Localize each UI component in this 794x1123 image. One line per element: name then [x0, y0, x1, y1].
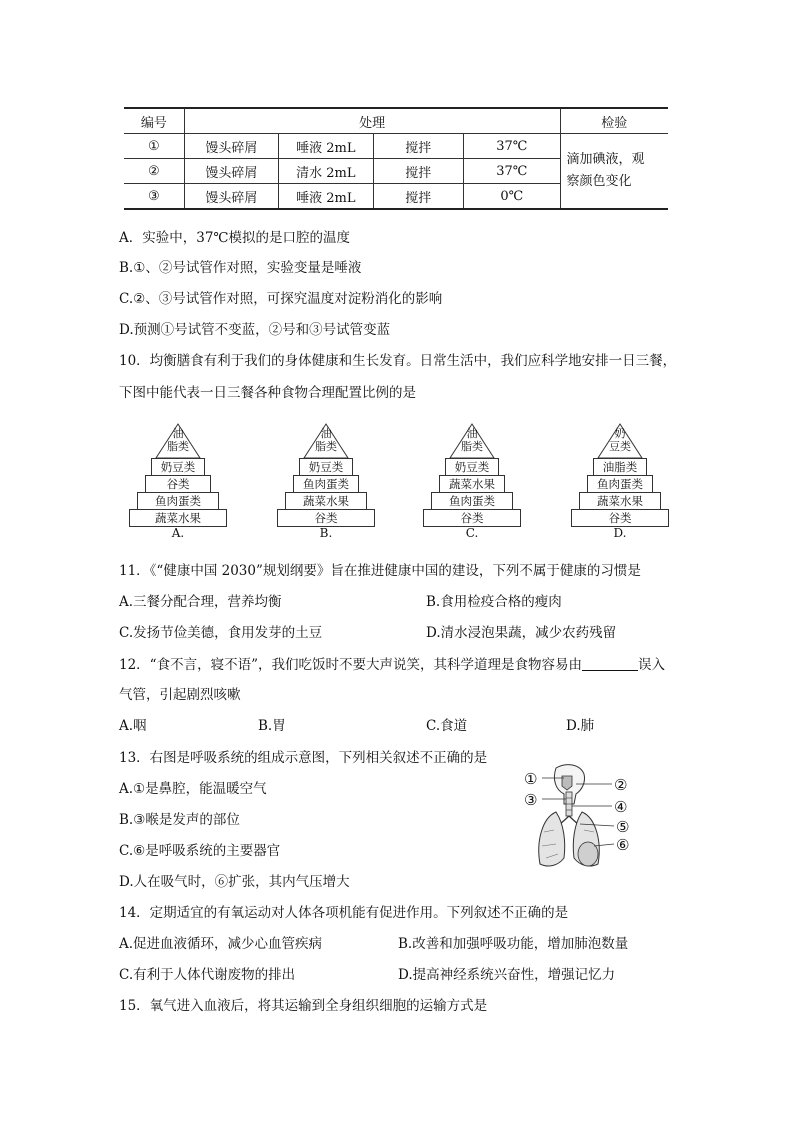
table-row: ② 馒头碎屑 清水 2mL 搅拌 37℃	[124, 159, 668, 184]
pyramid-level: 谷类	[277, 509, 375, 527]
pyramid-level: 蔬菜水果	[579, 492, 661, 510]
q10-stem-line1: 10．均衡膳食有利于我们的身体健康和生长发育。日常生活中，我们应科学地安排一日三餐，	[119, 353, 677, 369]
pyramid-b: 油 脂类 奶豆类 鱼肉蛋类 蔬菜水果 谷类 B.	[276, 423, 376, 543]
q9-option-d: D.预测①号试管不变蓝，②号和③号试管变蓝	[119, 322, 391, 338]
q9-option-a: A．实验中，37℃模拟的是口腔的温度	[119, 230, 351, 246]
pyramid-level: 奶豆类	[299, 458, 353, 476]
header-check: 检验	[560, 108, 668, 134]
diagram-label-2: ②	[614, 776, 628, 794]
q14-option-d: D.提高神经系统兴奋性，增强记忆力	[398, 967, 616, 983]
pyramid-level: 鱼肉蛋类	[293, 475, 359, 493]
pyramid-level: 谷类	[145, 475, 211, 493]
q11-stem: 11．《“健康中国 2030”规划纲要》旨在推进健康中国的建设，下列不属于健康的习惯是	[119, 563, 641, 579]
pyramid-label: A.	[171, 526, 185, 540]
q11-option-b: B.食用检疫合格的瘦肉	[426, 594, 562, 610]
q9-option-c: C.②、③号试管作对照，可探究温度对淀粉消化的影响	[119, 291, 443, 307]
q12-option-b: B.胃	[258, 718, 286, 734]
pyramid-label: D.	[613, 526, 627, 540]
pyramid-level: 奶豆类	[151, 458, 205, 476]
q14-option-a: A.促进血液循环，减少心血管疾病	[119, 936, 323, 952]
q12-stem-line2: 气管，引起剧烈咳嗽	[119, 687, 241, 703]
pyramid-level: 谷类	[571, 509, 669, 527]
q15-stem: 15．氧气进入血液后，将其运输到全身组织细胞的运输方式是	[119, 998, 488, 1014]
q9-option-b: B.①、②号试管作对照，实验变量是唾液	[119, 260, 362, 276]
q13-option-c: C.⑥是呼吸系统的主要器官	[119, 843, 281, 859]
pyramid-level: 蔬菜水果	[129, 509, 227, 527]
q13-option-b: B.③喉是发声的部位	[119, 812, 240, 828]
q10-stem-line2: 下图中能代表一日三餐各种食物合理配置比例的是	[119, 385, 416, 401]
pyramid-level: 蔬菜水果	[439, 475, 505, 493]
diagram-label-5: ⑤	[616, 818, 630, 836]
q14-option-b: B.改善和加强呼吸功能，增加肺泡数量	[398, 936, 629, 952]
experiment-table	[124, 107, 668, 210]
pyramid-label: B.	[319, 526, 333, 540]
table-row: ① 馒头碎屑 唾液 2mL 搅拌 37℃ 滴加碘液，观 察颜色变化	[124, 134, 668, 159]
check-cell: 滴加碘液，观 察颜色变化	[560, 134, 668, 210]
respiratory-system-diagram	[520, 762, 660, 874]
diagram-label-1: ①	[524, 770, 538, 788]
pyramid-level: 谷类	[423, 509, 521, 527]
q12-option-c: C.食道	[426, 718, 468, 734]
q12-option-a: A.咽	[119, 718, 147, 734]
diagram-label-3: ③	[524, 791, 538, 809]
q14-stem: 14．定期适宜的有氧运动对人体各项机能有促进作用。下列叙述不正确的是	[119, 905, 569, 921]
pyramid-level: 鱼肉蛋类	[137, 492, 219, 510]
pyramid-a: 油 脂类 奶豆类 谷类 鱼肉蛋类 蔬菜水果 A.	[128, 423, 228, 543]
header-num: 编号	[124, 108, 184, 134]
diagram-label-4: ④	[614, 798, 628, 816]
diagram-label-6: ⑥	[616, 836, 630, 854]
pyramid-c: 油 脂类 奶豆类 蔬菜水果 鱼肉蛋类 谷类 C.	[422, 423, 522, 543]
pyramid-level: 油脂类	[593, 458, 647, 476]
pyramid-level: 鱼肉蛋类	[587, 475, 653, 493]
table-row: ③ 馒头碎屑 唾液 2mL 搅拌 0℃	[124, 184, 668, 210]
q13-option-a: A.①是鼻腔，能温暖空气	[119, 781, 267, 797]
q13-stem: 13．右图是呼吸系统的组成示意图，下列相关叙述不正确的是	[119, 750, 488, 766]
q11-option-c: C.发扬节俭美德，食用发芽的土豆	[119, 625, 323, 641]
answer-blank	[582, 657, 638, 671]
pyramid-d: 奶 豆类 油脂类 鱼肉蛋类 蔬菜水果 谷类 D.	[570, 423, 670, 543]
header-process: 处理	[184, 108, 560, 134]
pyramid-level: 奶豆类	[445, 458, 499, 476]
q12-option-d: D.肺	[566, 718, 595, 734]
pyramid-label: C.	[465, 526, 479, 540]
q13-option-d: D.人在吸气时，⑥扩张，其内气压增大	[119, 874, 350, 890]
q11-option-d: D.清水浸泡果蔬，减少农药残留	[426, 625, 617, 641]
q14-option-c: C.有利于人体代谢废物的排出	[119, 967, 296, 983]
q11-option-a: A.三餐分配合理，营养均衡	[119, 594, 282, 610]
pyramid-level: 鱼肉蛋类	[431, 492, 513, 510]
q12-stem: 12．“食不言，寝不语”，我们吃饭时不要大声说笑，其科学道理是食物容易由 误入	[119, 657, 665, 673]
pyramid-level: 蔬菜水果	[285, 492, 367, 510]
